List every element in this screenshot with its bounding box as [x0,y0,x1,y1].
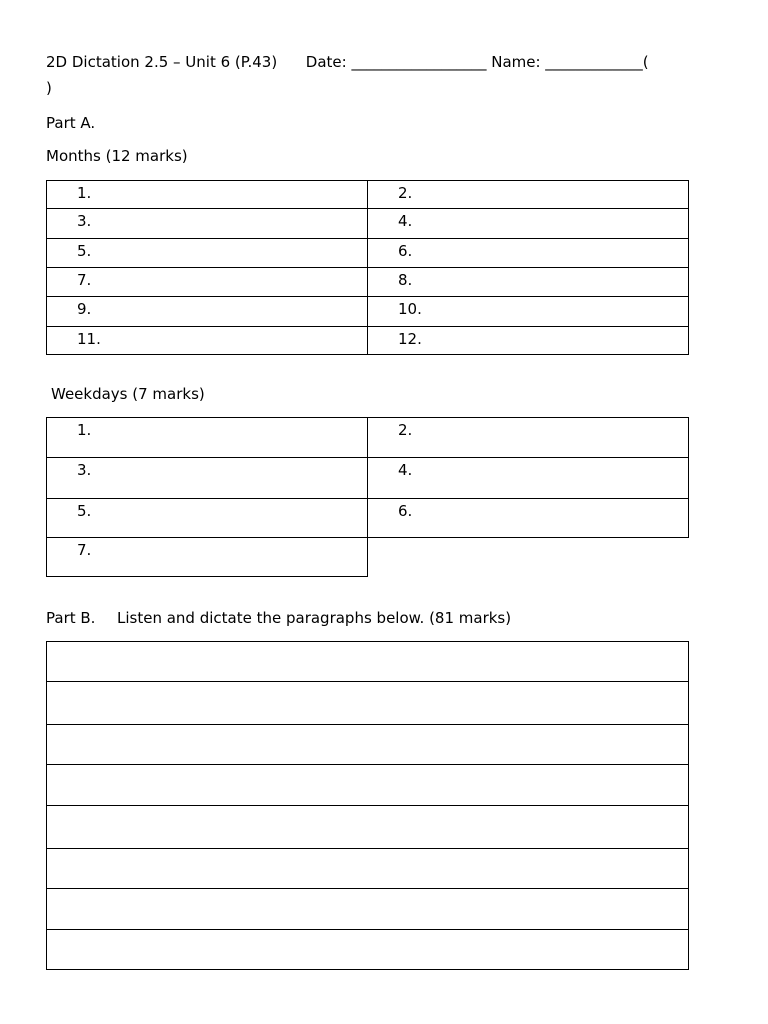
months-answer-cell[interactable] [368,239,689,268]
weekdays-row [47,458,689,499]
dictation-row [47,806,689,849]
dictation-writing-line[interactable] [47,765,689,806]
weekdays-row [47,538,689,577]
months-answer-cell[interactable] [47,209,368,239]
months-item-number: 2. [398,184,413,202]
weekdays-row [47,418,689,458]
weekdays-item-number: 1. [77,421,92,439]
months-row [47,209,689,239]
weekdays-answer-cell[interactable] [47,458,368,499]
part-b-title: Part B. [46,609,96,627]
weekdays-item-number: 5. [77,502,92,520]
weekdays-item-number: 4. [398,461,413,479]
months-heading: Months (12 marks) [46,147,188,165]
months-answer-cell[interactable] [368,209,689,239]
months-table [46,180,689,355]
weekdays-item-number: 6. [398,502,413,520]
weekdays-answer-cell[interactable] [47,499,368,538]
weekdays-answer-cell[interactable] [368,458,689,499]
dictation-writing-line[interactable] [47,725,689,765]
months-item-number: 4. [398,212,413,230]
months-item-number: 10. [398,300,422,318]
weekdays-table [46,417,689,577]
weekdays-item-number: 7. [77,541,92,559]
months-answer-cell[interactable] [47,239,368,268]
months-answer-cell[interactable] [47,268,368,297]
dictation-writing-line[interactable] [47,806,689,849]
weekdays-item-number: 2. [398,421,413,439]
part-b-instruction: Listen and dictate the paragraphs below. (81 marks) [117,609,512,627]
dictation-table [46,641,689,970]
weekdays-answer-cell[interactable] [368,499,689,538]
months-row [47,327,689,355]
dictation-writing-line[interactable] [47,682,689,725]
months-answer-cell[interactable] [47,297,368,327]
dictation-writing-line[interactable] [47,889,689,930]
months-answer-cell[interactable] [368,181,689,209]
months-item-number: 7. [77,271,92,289]
dictation-writing-line[interactable] [47,849,689,889]
weekdays-item-number: 3. [77,461,92,479]
months-item-number: 9. [77,300,92,318]
months-item-number: 3. [77,212,92,230]
months-item-number: 6. [398,242,413,260]
weekdays-row [47,499,689,538]
header-line-1: 2D Dictation 2.5 – Unit 6 (P.43) Date: __________________ Name: _____________( [46,53,649,71]
weekdays-answer-cell[interactable] [47,538,368,577]
dictation-row [47,725,689,765]
dictation-row [47,682,689,725]
months-answer-cell[interactable] [47,181,368,209]
months-item-number: 5. [77,242,92,260]
months-item-number: 1. [77,184,92,202]
weekdays-answer-cell[interactable] [47,418,368,458]
months-row [47,297,689,327]
dictation-row [47,849,689,889]
months-item-number: 11. [77,330,101,348]
months-answer-cell[interactable] [368,297,689,327]
months-row [47,239,689,268]
dictation-row [47,765,689,806]
months-answer-cell[interactable] [47,327,368,355]
dictation-row [47,930,689,970]
dictation-row [47,889,689,930]
weekdays-empty-cell [368,538,689,577]
months-row [47,268,689,297]
months-answer-cell[interactable] [368,327,689,355]
months-item-number: 8. [398,271,413,289]
months-answer-cell[interactable] [368,268,689,297]
weekdays-heading: Weekdays (7 marks) [51,385,205,403]
months-item-number: 12. [398,330,422,348]
months-row [47,181,689,209]
part-a-title: Part A. [46,114,96,132]
dictation-row [47,642,689,682]
dictation-writing-line[interactable] [47,642,689,682]
weekdays-answer-cell[interactable] [368,418,689,458]
dictation-writing-line[interactable] [47,930,689,970]
header-line-2: ) [46,79,52,97]
